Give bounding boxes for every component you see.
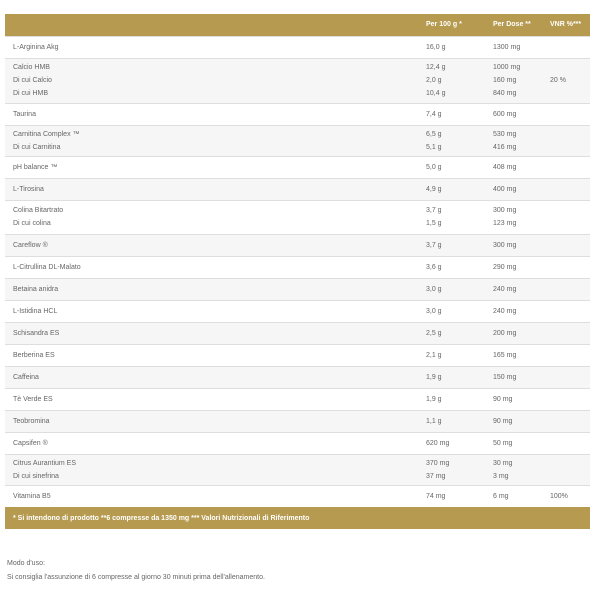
usage-text: Si consiglia l'assunzione di 6 compresse al giorno 30 minuti prima dell'allenamento. — [7, 574, 265, 581]
cell-line: 5,0 g — [426, 163, 442, 171]
cell-line: Capsifen ® — [13, 439, 48, 447]
per-100g-cell — [422, 300, 489, 322]
cell-line — [550, 239, 586, 252]
table-row — [5, 103, 590, 125]
cell-line — [550, 371, 586, 384]
cell-line: 37 mg — [426, 472, 446, 480]
cell-line — [550, 261, 586, 274]
ingredient-cell — [5, 200, 422, 234]
ingredient-cell — [5, 344, 422, 366]
vnr-cell — [546, 366, 590, 388]
per-dose-cell — [489, 256, 546, 278]
cell-line: 4,9 g — [426, 185, 442, 193]
ingredient-cell — [5, 410, 422, 432]
cell-line: 300 mg — [493, 241, 517, 249]
per-100g-cell — [422, 156, 489, 178]
cell-line: 200 mg — [493, 329, 517, 337]
cell-line — [550, 217, 586, 230]
vnr-cell — [546, 36, 590, 58]
vnr-cell — [546, 234, 590, 256]
header-per-100g: Per 100 g * — [426, 21, 462, 29]
table-row — [5, 344, 590, 366]
usage-title: Modo d'uso: — [7, 560, 45, 567]
cell-line: 100% — [550, 492, 568, 500]
cell-line: L-Tirosina — [13, 185, 44, 193]
per-100g-cell — [422, 178, 489, 200]
per-100g-cell — [422, 256, 489, 278]
cell-line: 240 mg — [493, 307, 517, 315]
table-row — [5, 388, 590, 410]
ingredient-cell — [5, 156, 422, 178]
per-dose-cell — [489, 200, 546, 234]
table-row — [5, 432, 590, 454]
cell-line: L-Arginina Akg — [13, 43, 59, 51]
table-row — [5, 178, 590, 200]
per-dose-cell — [489, 156, 546, 178]
per-100g-cell — [422, 125, 489, 156]
cell-line: Di cui sinefrina — [13, 472, 59, 480]
cell-line: Berberina ES — [13, 351, 55, 359]
table-row — [5, 278, 590, 300]
cell-line: Di cui HMB — [13, 90, 49, 97]
vnr-cell — [546, 432, 590, 454]
cell-line — [550, 183, 586, 196]
per-dose-cell — [489, 388, 546, 410]
per-dose-cell — [489, 410, 546, 432]
cell-line: 2,1 g — [426, 351, 442, 359]
per-100g-cell — [422, 485, 489, 507]
cell-line: 50 mg — [493, 439, 513, 447]
cell-line: 7,4 g — [426, 110, 442, 118]
vnr-cell — [546, 103, 590, 125]
cell-line — [550, 108, 586, 121]
table-row — [5, 156, 590, 178]
cell-line: 1,9 g — [426, 373, 442, 381]
cell-line — [550, 41, 586, 54]
cell-line: Vitamina B5 — [13, 492, 51, 500]
table-row — [5, 234, 590, 256]
cell-line: 90 mg — [493, 417, 513, 425]
cell-line: 123 mg — [493, 220, 517, 227]
per-dose-cell — [489, 234, 546, 256]
per-100g-cell — [422, 432, 489, 454]
table-row — [5, 410, 590, 432]
ingredient-cell — [5, 322, 422, 344]
cell-line — [550, 393, 586, 406]
ingredient-cell — [5, 278, 422, 300]
table-row — [5, 300, 590, 322]
per-dose-cell — [489, 278, 546, 300]
cell-line: 408 mg — [493, 163, 517, 171]
cell-line — [550, 128, 586, 141]
cell-line — [550, 141, 586, 154]
cell-line: 6,5 g — [426, 130, 442, 138]
per-dose-cell — [489, 322, 546, 344]
vnr-cell — [546, 256, 590, 278]
vnr-cell — [546, 410, 590, 432]
cell-line: 16,0 g — [426, 43, 446, 51]
cell-line: Schisandra ES — [13, 329, 60, 337]
header-per-dose: Per Dose ** — [493, 21, 531, 29]
table-row — [5, 58, 590, 103]
cell-line: 3,0 g — [426, 307, 442, 315]
cell-line: 6 mg — [493, 492, 509, 500]
ingredient-cell — [5, 485, 422, 507]
table-row — [5, 454, 590, 485]
cell-line: Carnitina Complex ™ — [13, 130, 80, 138]
per-100g-cell — [422, 366, 489, 388]
vnr-cell — [546, 200, 590, 234]
per-100g-cell — [422, 278, 489, 300]
cell-line: Careflow ® — [13, 241, 48, 249]
cell-line — [550, 283, 586, 296]
per-dose-cell — [489, 58, 546, 103]
cell-line — [550, 349, 586, 362]
cell-line: Caffeina — [13, 373, 39, 381]
nutrition-table-container — [5, 14, 590, 529]
cell-line: 370 mg — [426, 459, 450, 467]
cell-line: Di cui Calcio — [13, 77, 52, 84]
cell-line — [550, 305, 586, 318]
table-row — [5, 36, 590, 58]
cell-line: 240 mg — [493, 285, 517, 293]
header-vnr: VNR %*** — [550, 21, 582, 29]
nutrition-table — [5, 14, 590, 529]
per-100g-cell — [422, 200, 489, 234]
cell-line — [550, 470, 586, 483]
cell-line — [550, 415, 586, 428]
table-footnote: * Si intendono di prodotto **6 compresse da 1350 mg *** Valori Nutrizionali di Riferimento — [13, 514, 310, 522]
per-100g-cell — [422, 36, 489, 58]
vnr-cell — [546, 322, 590, 344]
vnr-cell — [546, 278, 590, 300]
table-row — [5, 125, 590, 156]
per-dose-cell — [489, 36, 546, 58]
table-row — [5, 200, 590, 234]
cell-line: 3,0 g — [426, 285, 442, 293]
per-100g-cell — [422, 344, 489, 366]
cell-line: 30 mg — [493, 459, 513, 467]
per-dose-cell — [489, 485, 546, 507]
cell-line: 165 mg — [493, 351, 517, 359]
ingredient-cell — [5, 388, 422, 410]
ingredient-cell — [5, 58, 422, 103]
cell-line: 90 mg — [493, 395, 513, 403]
cell-line: L-Istidina HCL — [13, 307, 58, 315]
vnr-cell — [546, 156, 590, 178]
per-100g-cell — [422, 234, 489, 256]
cell-line: 416 mg — [493, 143, 517, 151]
cell-line: 3,6 g — [426, 263, 442, 271]
ingredient-cell — [5, 125, 422, 156]
cell-line: 3,7 g — [426, 241, 442, 249]
table-row — [5, 485, 590, 507]
ingredient-cell — [5, 432, 422, 454]
cell-line — [550, 87, 586, 100]
cell-line: 1,1 g — [426, 417, 442, 425]
ingredient-cell — [5, 256, 422, 278]
cell-line: 600 mg — [493, 110, 517, 118]
cell-line — [550, 204, 586, 217]
per-dose-cell — [489, 454, 546, 485]
ingredient-cell — [5, 36, 422, 58]
ingredient-cell — [5, 178, 422, 200]
vnr-cell — [546, 388, 590, 410]
cell-line: 530 mg — [493, 130, 517, 138]
cell-line: Betaina anidra — [13, 285, 59, 293]
cell-line — [550, 161, 586, 174]
cell-line: 74 mg — [426, 492, 446, 500]
per-100g-cell — [422, 58, 489, 103]
ingredient-cell — [5, 103, 422, 125]
table-row — [5, 322, 590, 344]
per-100g-cell — [422, 103, 489, 125]
table-body — [5, 36, 590, 507]
per-dose-cell — [489, 125, 546, 156]
cell-line: 5,1 g — [426, 143, 442, 151]
per-100g-cell — [422, 454, 489, 485]
per-dose-cell — [489, 103, 546, 125]
cell-line: 620 mg — [426, 439, 450, 447]
per-dose-cell — [489, 178, 546, 200]
per-100g-cell — [422, 322, 489, 344]
cell-line: Tè Verde ES — [13, 395, 53, 403]
cell-line: 840 mg — [493, 90, 517, 97]
vnr-cell — [546, 58, 590, 103]
cell-line: 3,7 g — [426, 207, 442, 214]
cell-line: 2,5 g — [426, 329, 442, 337]
per-dose-cell — [489, 432, 546, 454]
vnr-cell — [546, 454, 590, 485]
cell-line: 290 mg — [493, 263, 517, 271]
cell-line: Di cui Carnitina — [13, 143, 61, 151]
cell-line — [550, 457, 586, 470]
vnr-cell — [546, 125, 590, 156]
cell-line: Calcio HMB — [13, 64, 50, 71]
cell-line: 150 mg — [493, 373, 517, 381]
cell-line: 12,4 g — [426, 64, 446, 71]
cell-line: 3 mg — [493, 472, 509, 480]
vnr-cell — [546, 485, 590, 507]
ingredient-cell — [5, 300, 422, 322]
vnr-cell — [546, 344, 590, 366]
cell-line: pH balance ™ — [13, 163, 58, 171]
cell-line — [550, 61, 586, 74]
cell-line — [550, 327, 586, 340]
per-dose-cell — [489, 366, 546, 388]
table-header-row — [5, 14, 590, 36]
cell-line: L-Citrullina DL-Malato — [13, 263, 81, 271]
cell-line: 400 mg — [493, 185, 517, 193]
cell-line: 1,9 g — [426, 395, 442, 403]
per-dose-cell — [489, 300, 546, 322]
ingredient-cell — [5, 454, 422, 485]
cell-line: 10,4 g — [426, 90, 446, 97]
cell-line: Taurina — [13, 110, 36, 118]
header-ingredient — [5, 14, 422, 36]
ingredient-cell — [5, 234, 422, 256]
per-100g-cell — [422, 388, 489, 410]
usage-section — [7, 559, 592, 583]
cell-line: 1000 mg — [493, 64, 521, 71]
per-dose-cell — [489, 344, 546, 366]
cell-line: Colina Bitartrato — [13, 207, 64, 214]
table-row — [5, 256, 590, 278]
per-100g-cell — [422, 410, 489, 432]
table-row — [5, 366, 590, 388]
ingredient-cell — [5, 366, 422, 388]
cell-line: Teobromina — [13, 417, 50, 425]
vnr-cell — [546, 300, 590, 322]
cell-line: 300 mg — [493, 207, 517, 214]
cell-line: 20 % — [550, 77, 566, 84]
cell-line: 2,0 g — [426, 77, 442, 84]
cell-line: Di cui colina — [13, 220, 51, 227]
table-footnote-row — [5, 507, 590, 529]
cell-line: 1300 mg — [493, 43, 521, 51]
cell-line: 160 mg — [493, 77, 517, 84]
cell-line: 1,5 g — [426, 220, 442, 227]
cell-line — [550, 437, 586, 450]
vnr-cell — [546, 178, 590, 200]
cell-line: Citrus Aurantium ES — [13, 459, 77, 467]
